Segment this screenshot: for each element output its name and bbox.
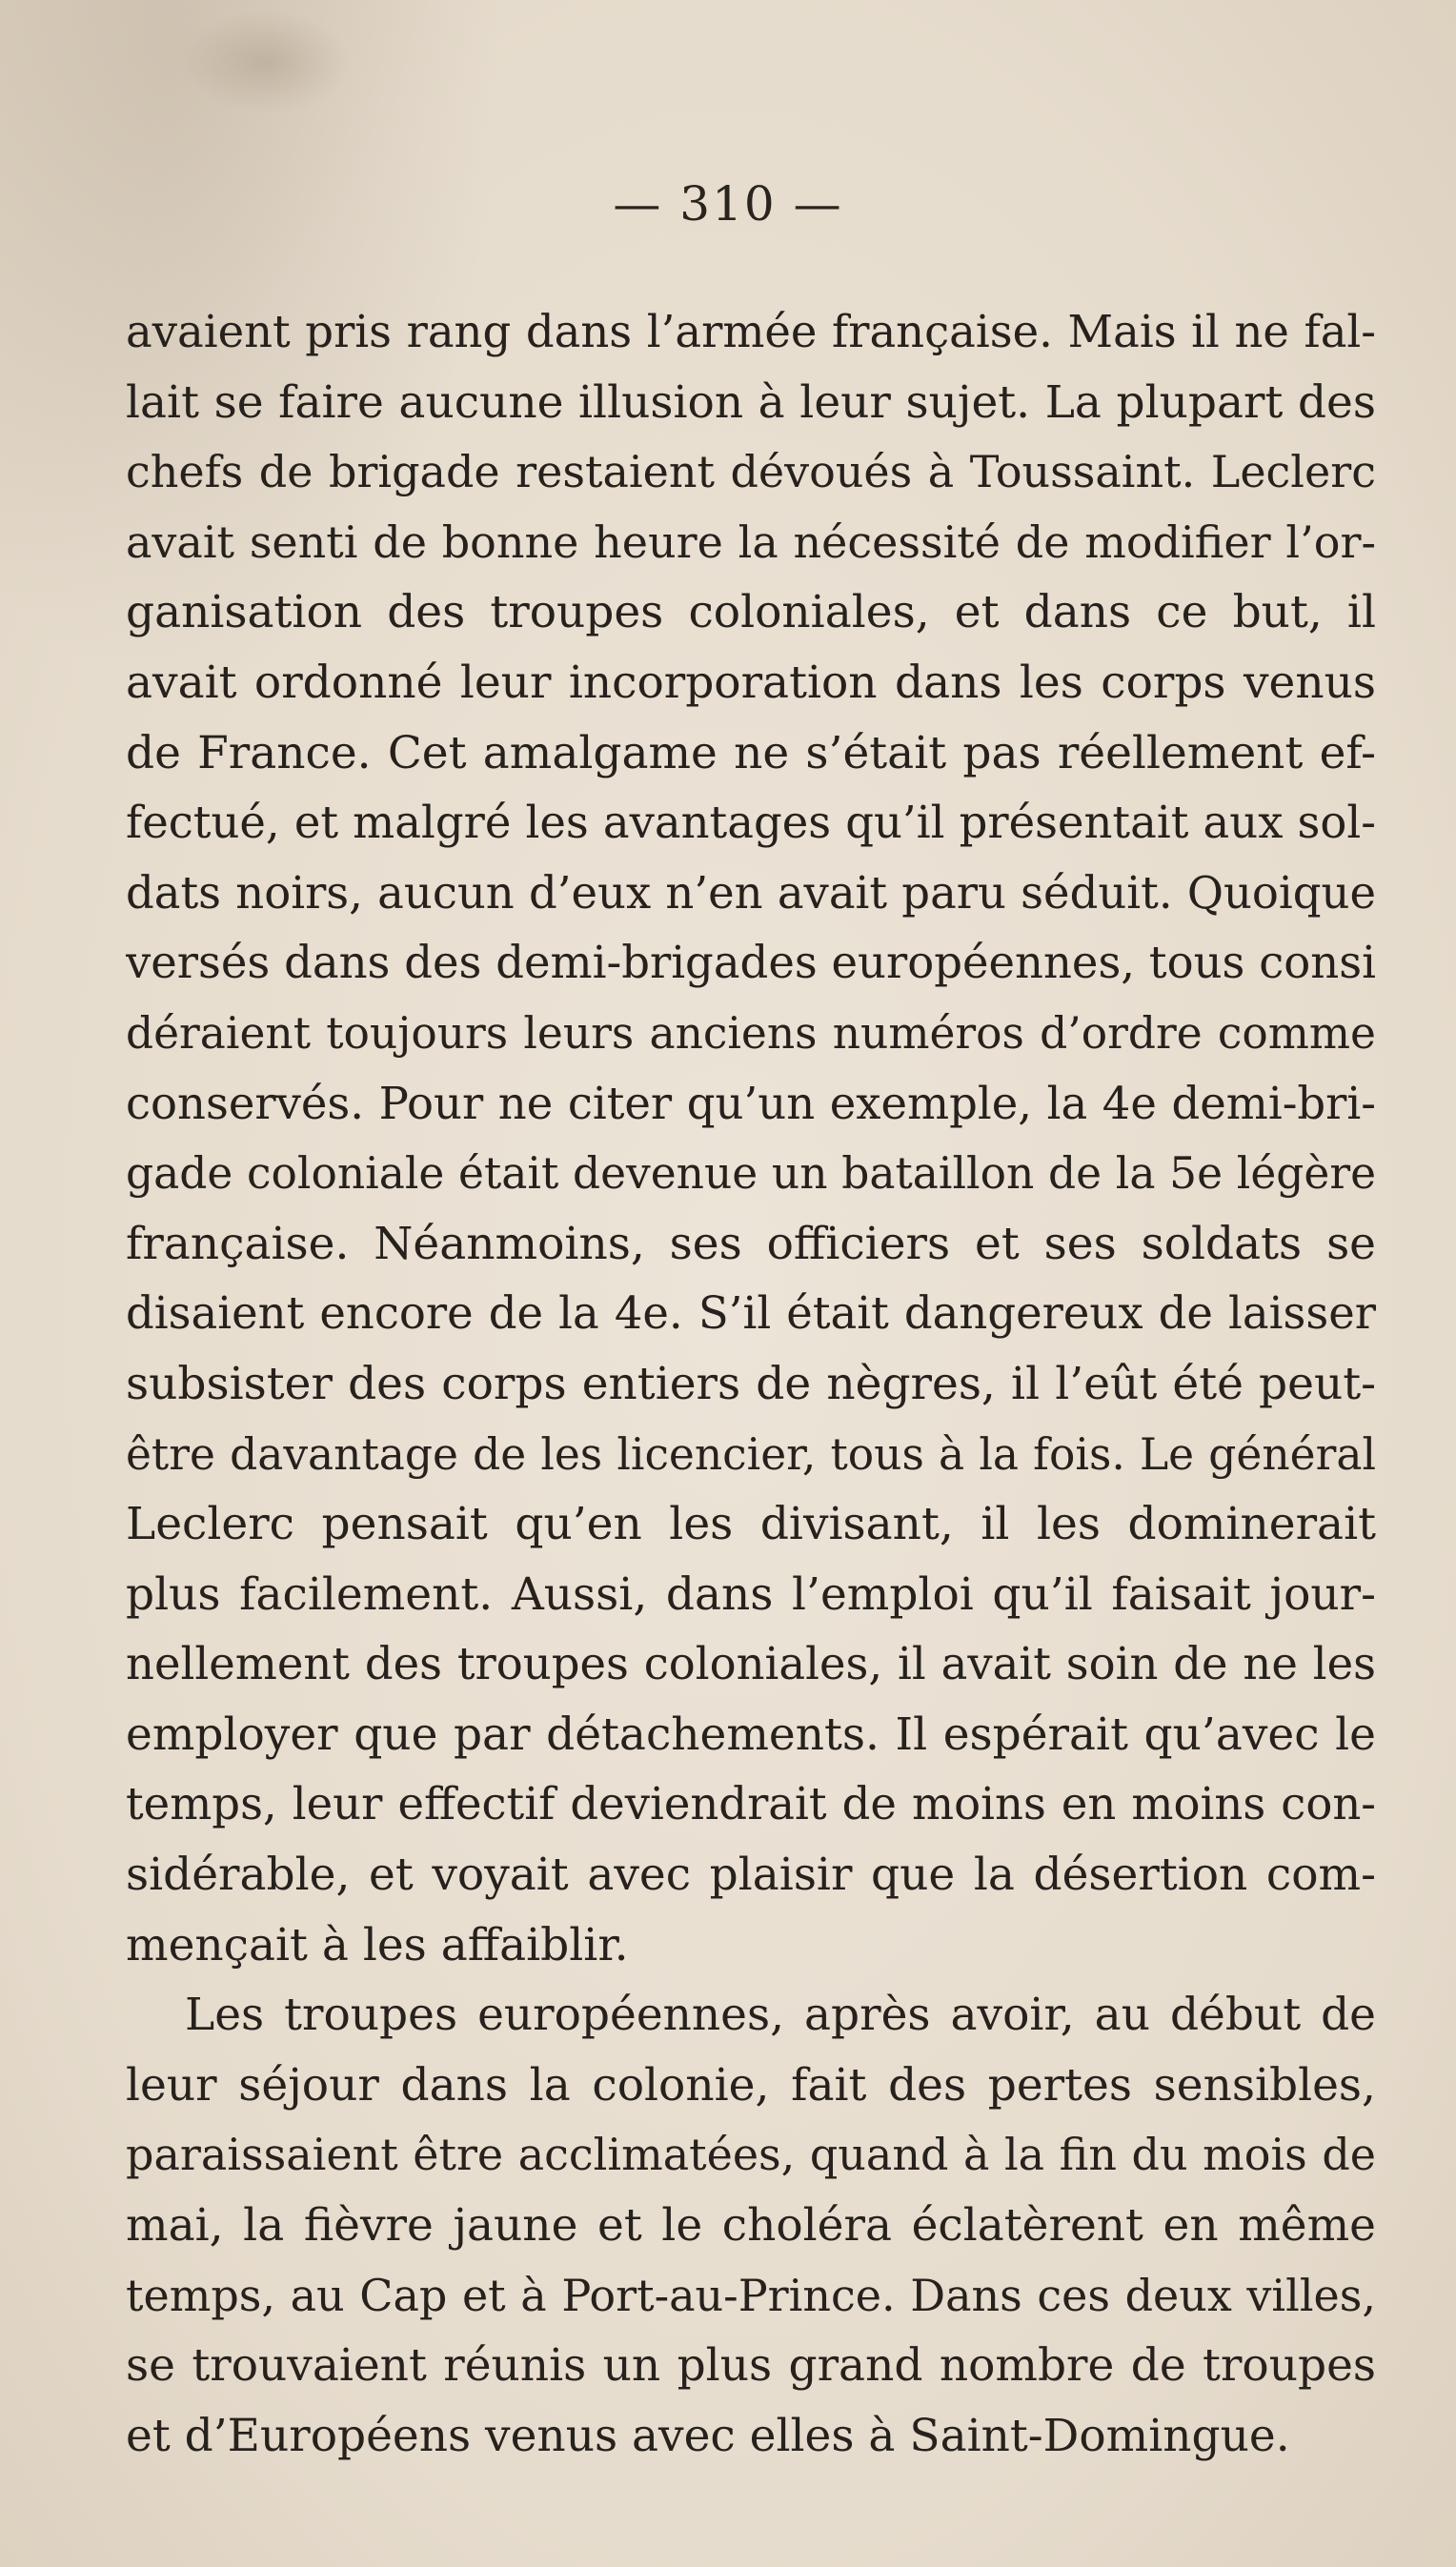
text-line: nellement des troupes coloniales, il avait soin de ne les <box>126 1638 1376 1690</box>
text-line: avaient pris rang dans l’armée française. Mais il ne fal- <box>126 306 1376 357</box>
text-line: disaient encore de la 4e. S’il était dangereux de laisser <box>126 1287 1376 1340</box>
page-number: — 310 — <box>613 176 843 232</box>
text-line: leur séjour dans la colonie, fait des pertes sensibles, <box>126 2058 1376 2112</box>
text-line: et d’Européens venus avec elles à Saint-Domingue. <box>126 2409 1290 2462</box>
text-line: ganisation des troupes coloniales, et dans ce but, il <box>126 586 1376 639</box>
paper-stain <box>181 10 353 114</box>
text-line: subsister des corps entiers de nègres, il l’eût été peut- <box>126 1357 1376 1410</box>
text-line: Les troupes européennes, après avoir, au début de <box>185 1989 1376 2042</box>
text-line: versés dans des demi-brigades européennes, tous consi <box>126 937 1376 989</box>
text-line: fectué, et malgré les avantages qu’il présentait aux sol- <box>126 797 1376 849</box>
text-line: dats noirs, aucun d’eux n’en avait paru séduit. Quoique <box>126 866 1376 919</box>
text-line: sidérable, et voyait avec plaisir que la désertion com- <box>126 1849 1376 1902</box>
paragraph <box>126 297 1376 1980</box>
text-line: paraissaient être acclimatées, quand à la fin du mois de <box>126 2129 1376 2181</box>
paragraph <box>126 1980 1376 2471</box>
text-line: temps, leur effectif deviendrait de moins en moins con- <box>126 1778 1376 1830</box>
text-line: mai, la fièvre jaune et le choléra éclatèrent en même <box>126 2199 1376 2253</box>
text-line: Leclerc pensait qu’en les divisant, il les dominerait <box>126 1498 1376 1551</box>
text-line: avait senti de bonne heure la nécessité de modifier l’or- <box>126 515 1376 568</box>
text-line: déraient toujours leurs anciens numéros d’ordre comme <box>126 1007 1376 1059</box>
text-line: de France. Cet amalgame ne s’était pas réellement ef- <box>126 726 1376 779</box>
text-line: plus facilement. Aussi, dans l’emploi qu’il faisait jour- <box>126 1567 1376 1621</box>
text-line: employer que par détachements. Il espérait qu’avec le <box>126 1708 1376 1761</box>
text-line: mençait à les affaiblir. <box>126 1918 629 1971</box>
text-line: chefs de brigade restaient dévoués à Toussaint. Leclerc <box>126 446 1376 498</box>
text-line: gade coloniale était devenue un bataillon de la 5e légère <box>126 1148 1376 1200</box>
body-text <box>126 297 1376 2471</box>
text-line: se trouvaient réunis un plus grand nombre de troupes <box>126 2339 1376 2393</box>
text-line: avait ordonné leur incorporation dans les corps venus <box>126 656 1376 709</box>
text-line: temps, au Cap et à Port-au-Prince. Dans ces deux villes, <box>126 2269 1376 2321</box>
text-line: conservés. Pour ne citer qu’un exemple, la 4e demi-bri- <box>126 1077 1376 1129</box>
text-line: être davantage de les licencier, tous à la fois. Le général <box>126 1428 1376 1480</box>
text-line: française. Néanmoins, ses officiers et ses soldats se <box>126 1217 1376 1270</box>
text-line: lait se faire aucune illusion à leur sujet. La plupart des <box>126 375 1376 429</box>
